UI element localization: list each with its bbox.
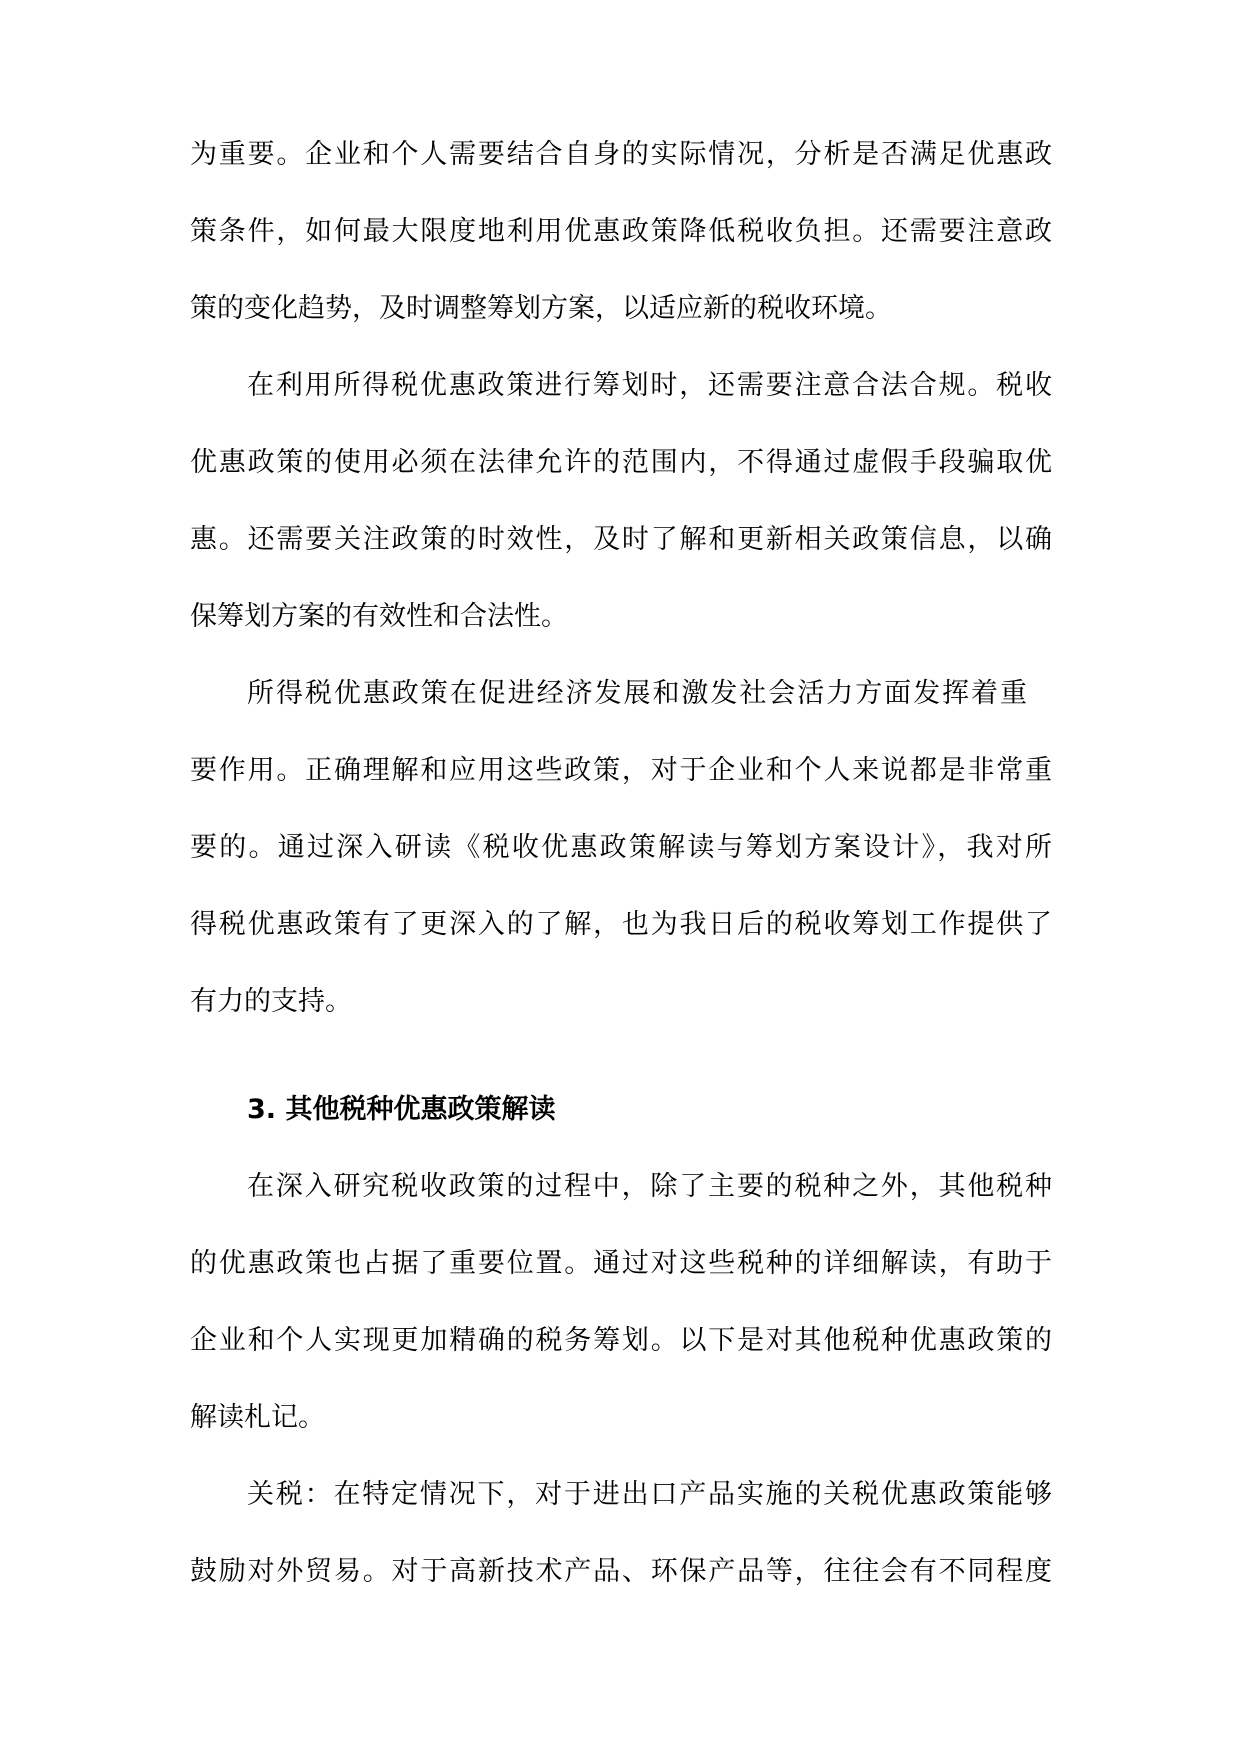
paragraph-line: 的优惠政策也占据了重要位置。通过对这些税种的详细解读，有助于 <box>190 1248 1052 1279</box>
paragraph-line: 得税优惠政策有了更深入的了解，也为我日后的税收筹划工作提供了 <box>190 909 1052 940</box>
paragraph-line: 所得税优惠政策在促进经济发展和激发社会活力方面发挥着重 <box>247 678 1027 709</box>
paragraph-line: 企业和个人实现更加精确的税务筹划。以下是对其他税种优惠政策的 <box>190 1325 1052 1356</box>
paragraph-line: 惠。还需要关注政策的时效性，及时了解和更新相关政策信息，以确 <box>190 524 1052 555</box>
paragraph-line: 策的变化趋势，及时调整筹划方案，以适应新的税收环境。 <box>190 293 892 324</box>
section-heading: 3. 其他税种优惠政策解读 <box>247 1094 556 1125</box>
paragraph-line: 优惠政策的使用必须在法律允许的范围内，不得通过虚假手段骗取优 <box>190 447 1052 478</box>
paragraph-line: 鼓励对外贸易。对于高新技术产品、环保产品等，往往会有不同程度 <box>190 1556 1052 1587</box>
paragraph-line: 为重要。企业和个人需要结合自身的实际情况，分析是否满足优惠政 <box>190 139 1052 170</box>
paragraph-line: 关税：在特定情况下，对于进出口产品实施的关税优惠政策能够 <box>247 1479 1052 1510</box>
paragraph-line: 在利用所得税优惠政策进行筹划时，还需要注意合法合规。税收 <box>247 370 1052 401</box>
paragraph-line: 解读札记。 <box>190 1402 325 1433</box>
paragraph-line: 策条件，如何最大限度地利用优惠政策降低税收负担。还需要注意政 <box>190 216 1052 247</box>
paragraph-line: 保筹划方案的有效性和合法性。 <box>190 601 568 632</box>
paragraph-line: 要作用。正确理解和应用这些政策，对于企业和个人来说都是非常重 <box>190 755 1052 786</box>
paragraph-line: 在深入研究税收政策的过程中，除了主要的税种之外，其他税种 <box>247 1171 1052 1202</box>
paragraph-line: 要的。通过深入研读《税收优惠政策解读与筹划方案设计》，我对所 <box>190 832 1052 863</box>
paragraph-line: 有力的支持。 <box>190 986 352 1017</box>
